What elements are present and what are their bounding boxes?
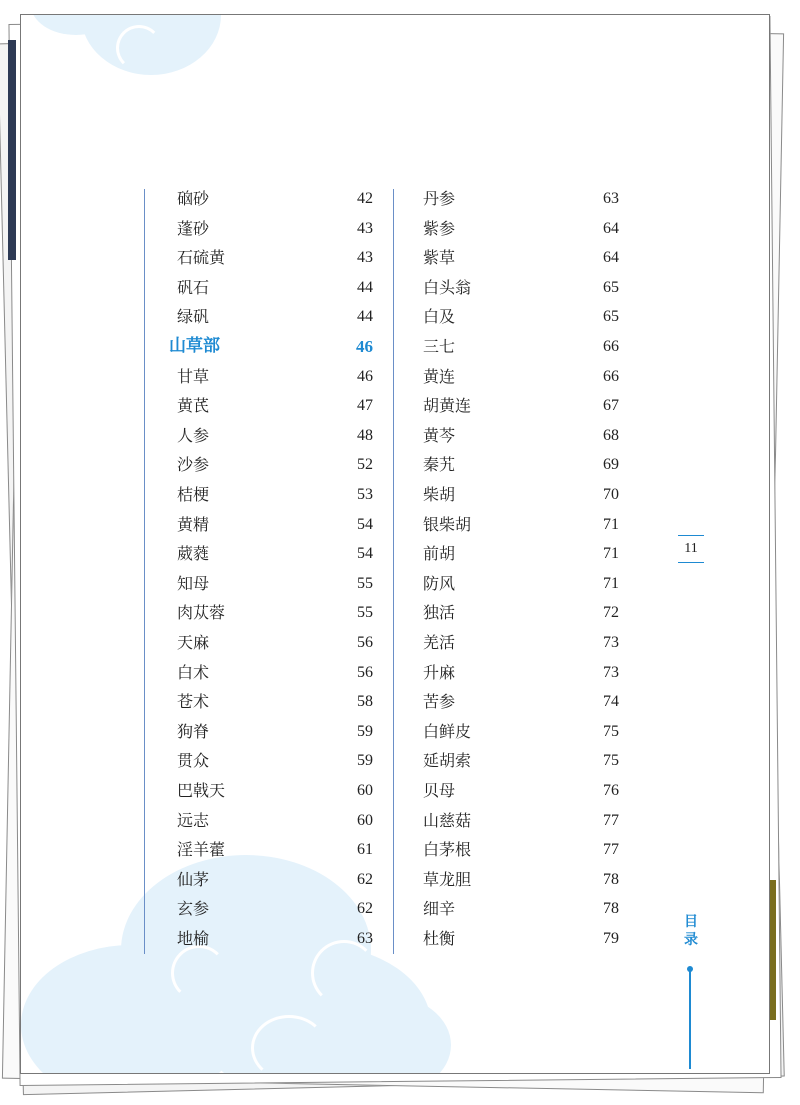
toc-entry-title: 玄参 [177,899,210,919]
toc-entry-page: 70 [603,486,619,503]
toc-entry[interactable] [177,391,373,420]
toc-entry-title: 白鲜皮 [423,721,472,741]
toc-entry[interactable] [423,835,619,864]
toc-label-rule [689,971,691,1069]
toc-entry[interactable] [423,184,619,213]
toc-page [20,14,770,1074]
toc-entry[interactable] [177,776,373,805]
toc-entry[interactable] [423,776,619,805]
toc-entry[interactable] [423,302,619,331]
toc-side-label [681,913,701,949]
toc-entry[interactable] [423,391,619,420]
toc-entry[interactable] [177,480,373,509]
toc-entry-title: 狗脊 [177,721,210,741]
toc-entry-page: 46 [357,367,373,385]
toc-entry-page: 59 [357,722,373,740]
toc-entry-title: 仙茅 [177,869,210,889]
toc-entry[interactable] [177,628,373,657]
toc-entry[interactable] [423,273,619,302]
toc-entry-title: 紫参 [423,218,456,238]
toc-entry-title: 黄芪 [177,396,210,416]
toc-entry-page: 44 [357,278,373,296]
toc-entry[interactable] [423,865,619,894]
toc-entry-title: 白及 [423,307,456,327]
toc-entry-page: 59 [357,752,373,770]
toc-entry-page: 75 [603,752,619,770]
toc-entry-title: 人参 [177,425,210,445]
toc-entry[interactable] [177,302,373,331]
toc-entry-page: 63 [357,930,373,947]
page-number: 11 [678,535,704,563]
toc-entry[interactable] [177,510,373,539]
toc-side-label-char: 目 [684,914,698,930]
toc-entry-page: 64 [603,219,619,237]
toc-entry[interactable] [177,865,373,894]
toc-entry[interactable] [177,746,373,775]
toc-entry[interactable] [177,184,373,213]
toc-entry[interactable] [423,598,619,627]
toc-entry-page: 73 [603,663,619,681]
toc-entry[interactable] [423,628,619,657]
toc-entry[interactable] [177,214,373,243]
toc-entry-title: 甘草 [177,366,210,386]
toc-entry[interactable] [177,806,373,835]
toc-entry-title: 苦参 [423,692,456,712]
toc-entry[interactable] [423,539,619,568]
toc-entry-page: 44 [357,308,373,326]
toc-entry-title: 巴戟天 [177,781,226,800]
toc-entry[interactable] [423,214,619,243]
toc-entry-page: 77 [603,811,619,829]
toc-entry-title: 黄连 [423,366,456,386]
toc-entry-title: 防风 [423,573,456,593]
toc-entry-page: 65 [603,308,619,326]
toc-entry-page: 47 [357,397,373,415]
toc-entry-title: 沙参 [177,455,210,475]
toc-entry-title: 柴胡 [423,485,456,504]
toc-entry-title: 白术 [177,662,210,682]
toc-entry[interactable] [423,806,619,835]
toc-entry-title: 矾石 [177,277,210,297]
toc-entry[interactable] [423,924,619,953]
toc-entry-page: 75 [603,722,619,740]
toc-entry-page: 53 [357,486,373,503]
toc-entry[interactable] [423,894,619,923]
toc-entry[interactable] [423,569,619,598]
toc-entry-page: 78 [603,870,619,888]
toc-entry-page: 66 [603,367,619,385]
toc-entry-page: 65 [603,278,619,296]
toc-entry-title: 升麻 [423,662,456,682]
toc-entry[interactable] [423,717,619,746]
toc-entry-title: 胡黄连 [423,396,472,416]
toc-entry-page: 64 [603,249,619,267]
toc-entry-title: 知母 [177,573,210,593]
toc-entry-page: 69 [603,456,619,474]
toc-entry-page: 76 [603,782,619,799]
toc-entry-title: 延胡索 [423,751,472,771]
right-column-rule [393,189,394,954]
toc-entry[interactable] [177,539,373,568]
toc-entry-page: 55 [357,604,373,622]
toc-entry[interactable] [423,450,619,479]
toc-entry-page: 71 [603,545,619,563]
toc-entry-page: 62 [357,870,373,888]
toc-entry-page: 63 [603,190,619,207]
toc-entry-title: 前胡 [423,544,456,564]
toc-entry-page: 62 [357,900,373,918]
toc-entry[interactable] [423,687,619,716]
toc-entry-page: 46 [356,337,373,356]
toc-entry-page: 71 [603,515,619,533]
toc-entry[interactable] [177,894,373,923]
toc-entry[interactable] [177,421,373,450]
toc-entry-page: 74 [603,693,619,711]
toc-entry-page: 60 [357,811,373,829]
toc-entry-page: 79 [603,930,619,947]
toc-entry-title: 细辛 [423,899,456,919]
toc-entry-title: 山草部 [169,336,220,356]
toc-entry-page: 68 [603,426,619,444]
toc-entry-page: 54 [357,515,373,533]
toc-entry[interactable] [177,450,373,479]
toc-side-label-char: 录 [684,932,698,948]
book-cover-edge-left [8,40,16,260]
toc-entry-title: 紫草 [423,248,456,268]
toc-entry-title: 淫羊藿 [177,840,226,860]
toc-entry-page: 60 [357,782,373,799]
toc-entry-title: 草龙胆 [423,869,472,889]
toc-entry-title: 蓬砂 [177,218,210,238]
toc-entry[interactable] [423,746,619,775]
toc-entry[interactable] [177,924,373,953]
toc-entry-page: 56 [357,634,373,651]
toc-entry-page: 73 [603,634,619,651]
toc-entry-title: 地榆 [177,929,210,948]
toc-entry-title: 远志 [177,810,210,830]
toc-entry[interactable] [177,362,373,391]
left-column-rule [144,189,145,954]
toc-entry-title: 肉苁蓉 [177,603,226,623]
toc-entry-title: 三七 [423,337,456,356]
toc-entry[interactable] [177,273,373,302]
toc-entry-page: 61 [357,841,373,859]
toc-entry-page: 52 [357,456,373,474]
toc-entry-page: 72 [603,604,619,622]
toc-entry-title: 天麻 [177,633,210,652]
toc-entry-title: 羌活 [423,633,456,652]
toc-entry-page: 66 [603,338,619,355]
toc-entry[interactable] [423,332,619,361]
toc-entry-title: 硇砂 [177,189,210,208]
toc-entry-title: 绿矾 [177,307,210,327]
toc-entry[interactable] [423,421,619,450]
toc-entry-title: 贯众 [177,751,210,771]
toc-entry[interactable] [177,658,373,687]
toc-entry-title: 独活 [423,603,456,623]
toc-entry-page: 55 [357,574,373,592]
toc-entry[interactable] [177,687,373,716]
toc-entry-title: 贝母 [423,781,456,800]
toc-entry[interactable] [423,480,619,509]
toc-entry-page: 78 [603,900,619,918]
toc-entry-page: 56 [357,663,373,681]
toc-entry-page: 43 [357,219,373,237]
toc-entry-title: 白茅根 [423,840,472,860]
toc-entry-title: 黄精 [177,514,210,534]
toc-entry[interactable] [177,598,373,627]
toc-section-heading[interactable] [169,332,373,361]
toc-entry-page: 48 [357,426,373,444]
toc-entry-title: 苍术 [177,692,210,712]
toc-entry[interactable] [423,362,619,391]
toc-entry-title: 葳蕤 [177,544,210,564]
toc-entry-page: 43 [357,249,373,267]
toc-entry[interactable] [177,243,373,272]
toc-entry[interactable] [423,510,619,539]
toc-entry-title: 石硫黄 [177,248,226,268]
toc-entry-title: 银柴胡 [423,514,472,534]
toc-entry[interactable] [423,243,619,272]
toc-entry[interactable] [177,569,373,598]
toc-entry-title: 丹参 [423,189,456,208]
toc-entry-page: 77 [603,841,619,859]
toc-entry-title: 秦艽 [423,455,456,475]
toc-entry-title: 山慈菇 [423,810,472,830]
toc-entry-page: 71 [603,574,619,592]
toc-entry-title: 杜衡 [423,929,456,948]
toc-entry-page: 67 [603,397,619,415]
toc-entry-page: 42 [357,190,373,207]
toc-entry[interactable] [423,658,619,687]
toc-entry-title: 黄芩 [423,425,456,445]
toc-entry[interactable] [177,835,373,864]
toc-entry-title: 白头翁 [423,277,472,297]
toc-entry[interactable] [177,717,373,746]
toc-entry-page: 58 [357,693,373,711]
toc-entry-title: 桔梗 [177,485,210,504]
toc-entry-page: 54 [357,545,373,563]
